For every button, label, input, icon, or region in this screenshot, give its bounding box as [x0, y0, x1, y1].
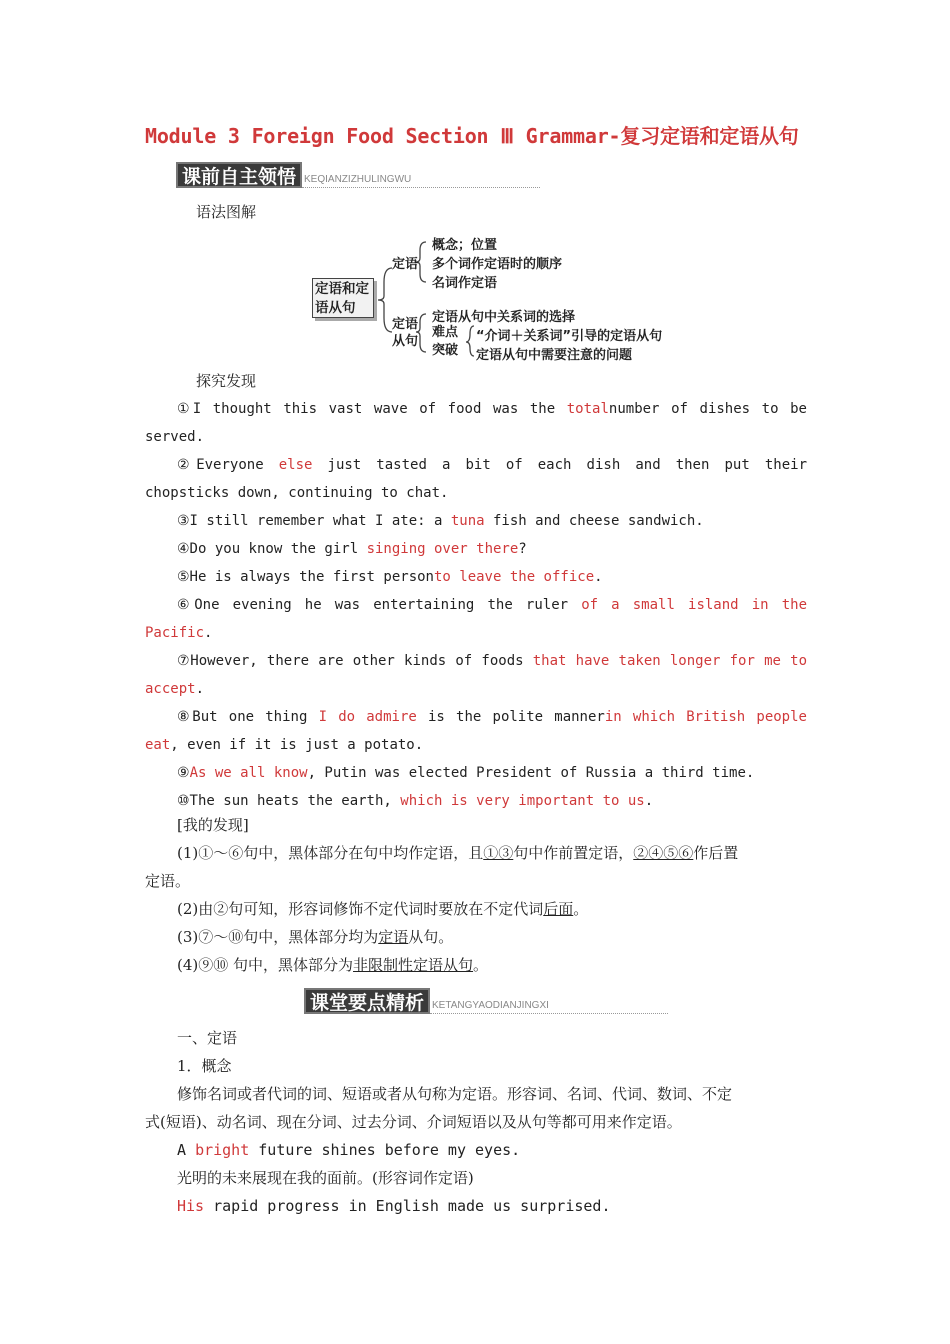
example-1-translation: 光明的未来展现在我的面前。(形容词作定语) — [177, 1169, 474, 1187]
sentence-highlight: which is very important to us — [400, 793, 645, 809]
sentence-text: . — [594, 569, 603, 585]
example-highlight: bright — [195, 1141, 250, 1159]
sentence-highlight: As we all know — [189, 765, 308, 781]
finding-answer: 非限制性定语从句 — [353, 956, 474, 974]
sentence-text: ⑩The sun heats the earth, — [177, 793, 401, 809]
example-sentence-cont — [145, 423, 807, 451]
sentence-text: fish and cheese sandwich. — [484, 513, 704, 529]
finding-answer: 定语 — [378, 928, 409, 946]
concept-heading: 1．概念 — [177, 1057, 232, 1075]
example-sentence-cont — [145, 675, 807, 703]
sentence-highlight: eat — [145, 737, 171, 753]
example-sentence — [177, 535, 807, 563]
sentence-text: . — [644, 793, 654, 809]
finding-text: (1)①～⑥句中，黑体部分在句中均作定语，且 — [177, 844, 484, 862]
finding-text: 作后置 — [693, 844, 739, 862]
finding-1-cont: 定语。 — [145, 872, 191, 890]
section-banner-inclass — [304, 988, 668, 1014]
example-sentence — [177, 759, 807, 787]
finding-text: (4)⑨⑩ 句中，黑体部分为 — [177, 956, 354, 974]
example-sentence — [177, 703, 807, 731]
example-sentence-cont — [145, 619, 807, 647]
banner-pinyin: KEQIANZIZHULINGWU — [302, 173, 540, 188]
finding-text: 句中作前置定语， — [513, 844, 634, 862]
sentence-highlight: tuna — [450, 513, 485, 529]
diagram-item: 定语从句中关系词的选择 — [432, 310, 576, 325]
finding-text: (2)由②句可知，形容词修饰不定代词时要放在不定代词 — [177, 900, 544, 918]
part-one-heading: 一、定语 — [177, 1029, 238, 1047]
sentence-text: ②Everyone — [177, 457, 279, 473]
sentence-text: ⑥One evening he was entertaining the ruler — [177, 597, 582, 613]
sentence-text: ⑧But one thing — [177, 709, 319, 725]
diagram-item: “介词＋关系词”引导的定语从句 — [476, 329, 663, 344]
diagram-item: 多个词作定语时的顺序 — [432, 257, 563, 272]
example-sentence — [177, 647, 807, 675]
example-text: rapid progress in English made us surprised. — [204, 1197, 611, 1215]
sentence-highlight: else — [278, 457, 313, 473]
finding-3 — [177, 923, 807, 951]
example-text: A — [177, 1141, 196, 1159]
sentence-highlight: I do admire — [318, 709, 417, 725]
sentence-text: , even if it is just a potato. — [170, 737, 424, 753]
finding-1 — [177, 839, 807, 867]
finding-text: 。 — [573, 900, 589, 918]
banner-pinyin: KETANGYAODIANJINGXI — [430, 999, 668, 1014]
example-text: future shines before my eyes. — [249, 1141, 521, 1159]
sentence-text: ⑦However, there are other kinds of foods — [177, 653, 533, 669]
finding-answer: ②④⑤⑥ — [633, 844, 694, 862]
example-sentence — [177, 451, 807, 479]
finding-text: 。 — [473, 956, 489, 974]
example-sentence — [177, 507, 807, 535]
sentence-highlight: that have taken longer for me to — [532, 653, 808, 669]
sentence-highlight: Pacific — [145, 625, 205, 641]
diagram-item: 名词作定语 — [432, 276, 498, 291]
example-highlight: His — [177, 1197, 205, 1215]
sentence-highlight: total — [566, 401, 609, 417]
sentence-text: served. — [145, 429, 205, 445]
diagram-item: 概念；位置 — [432, 238, 498, 253]
sentence-highlight: accept — [145, 681, 196, 697]
sentence-highlight: of a small island in the — [581, 597, 807, 613]
sentence-highlight: singing over there — [366, 541, 519, 557]
example-2 — [177, 1192, 807, 1220]
sentence-text: . — [195, 681, 205, 697]
finding-4 — [177, 951, 807, 979]
grammar-diagram-heading: 语法图解 — [196, 203, 257, 221]
finding-text: (3)⑦～⑩句中，黑体部分均为 — [177, 928, 379, 946]
banner-label: 课堂要点精析 — [304, 988, 430, 1014]
sentence-text: is the polite manner — [416, 709, 605, 725]
example-1 — [177, 1136, 807, 1164]
explore-heading: 探究发现 — [196, 372, 257, 390]
grammar-diagram — [312, 232, 682, 364]
sentence-highlight: in which British people — [604, 709, 807, 725]
diagram-branch-clause: 定语从句 — [392, 317, 419, 349]
my-findings-heading: [我的发现] — [177, 816, 249, 834]
sentence-text: ①I thought this vast wave of food was the — [177, 401, 567, 417]
diagram-sub-label: 难点突破 — [432, 325, 459, 358]
sentence-text: , Putin was elected President of Russia a third time. — [307, 765, 755, 781]
finding-answer: ①③ — [483, 844, 514, 862]
example-sentence — [177, 591, 807, 619]
banner-label: 课前自主领悟 — [176, 162, 302, 188]
example-sentence-cont — [145, 731, 807, 759]
sentence-text: ③I still remember what I ate: a — [177, 513, 451, 529]
sentence-text: ④Do you know the girl — [177, 541, 367, 557]
sentence-text: ⑨ — [177, 765, 190, 781]
diagram-root: 定语和定语从句 — [312, 278, 374, 318]
diagram-item: 定语从句中需要注意的问题 — [476, 348, 633, 363]
sentence-text: ? — [518, 541, 527, 557]
finding-text: 从句。 — [408, 928, 454, 946]
concept-text: 修饰名词或者代词的词、短语或者从句称为定语。形容词、名词、代词、数词、不定 — [177, 1085, 733, 1103]
finding-answer: 后面 — [543, 900, 574, 918]
sentence-text: just tasted a bit of each dish and then put their — [312, 457, 807, 473]
example-sentence — [177, 395, 807, 423]
example-sentence — [177, 563, 807, 591]
document-title: Module 3 Foreign Food Section Ⅲ Grammar-复习定语和定语从句 — [145, 124, 799, 148]
example-sentence-cont — [145, 479, 807, 507]
finding-2 — [177, 895, 807, 923]
diagram-branch-attribute: 定语 — [392, 257, 419, 272]
sentence-text: ⑤He is always the first person — [177, 569, 434, 585]
sentence-text: . — [204, 625, 213, 641]
concept-text-cont: 式(短语)、动名词、现在分词、过去分词、介词短语以及从句等都可用来作定语。 — [145, 1113, 682, 1131]
sentence-text: chopsticks down, continuing to chat. — [145, 485, 449, 501]
section-banner-preclass — [176, 162, 540, 188]
sentence-highlight: to leave the office — [433, 569, 595, 585]
sentence-text: number of dishes to be — [608, 401, 807, 417]
